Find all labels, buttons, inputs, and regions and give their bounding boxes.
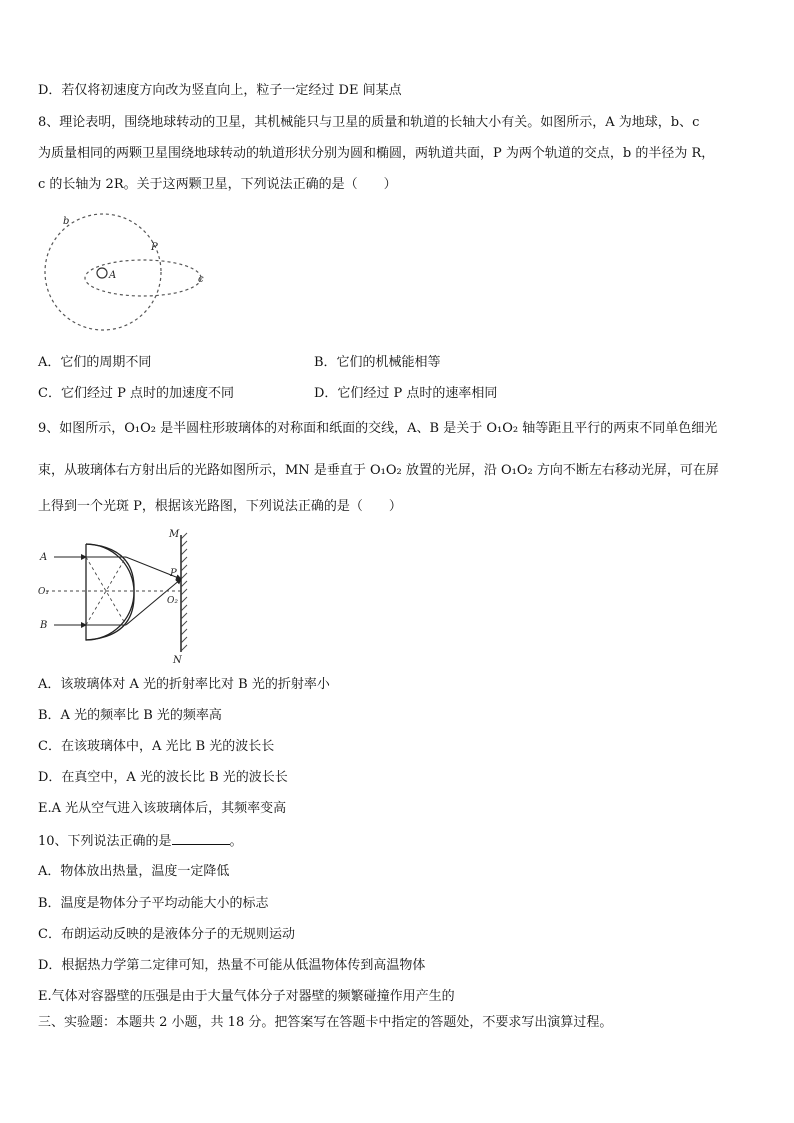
q8-stem-line-1: 8、理论表明，围绕地球转动的卫星，其机械能只与卫星的质量和轨道的长轴大小有关。如图所示，A 为地球，b、c xyxy=(38,115,700,130)
q8-stem-line-2: 为质量相同的两颗卫星围绕地球转动的轨道形状分别为圆和椭圆，两轨道共面，P 为两个轨道的交点，b 的半径为 R， xyxy=(38,146,715,161)
q7-option-d: D．若仅将初速度方向改为竖直向上，粒子一定经过 DE 间某点 xyxy=(38,83,402,98)
q10-option-b: B．温度是物体分子平均动能大小的标志 xyxy=(38,896,269,911)
orbit-b-circle xyxy=(45,214,161,330)
q9-stem-line-2: 束，从玻璃体右方射出后的光路如图所示，MN 是垂直于 O₁O₂ 放置的光屏，沿 O₁O₂ 方向不断左右移动光屏，可在屏 xyxy=(38,463,719,478)
label-m: M xyxy=(169,529,180,540)
optics-diagram xyxy=(36,527,196,667)
label-n: N xyxy=(173,655,182,666)
q10-option-d: D．根据热力学第二定律可知，热量不可能从低温物体传到高温物体 xyxy=(38,958,426,973)
q8-stem-line-3: c 的长轴为 2R。关于这两颗卫星，下列说法正确的是（ ） xyxy=(38,177,397,192)
q9-stem-line-3: 上得到一个光斑 P，根据该光路图，下列说法正确的是（ ） xyxy=(38,499,402,514)
q10-option-e: E.气体对容器壁的压强是由于大量气体分子对器壁的频繁碰撞作用产生的 xyxy=(38,989,455,1004)
label-a: A xyxy=(40,552,48,563)
q10-option-a: A．物体放出热量，温度一定降低 xyxy=(38,864,230,879)
label-b: B xyxy=(40,620,48,631)
q10-stem-text: 10、下列说法正确的是 xyxy=(38,834,172,849)
q9-option-c: C．在该玻璃体中，A 光比 B 光的波长长 xyxy=(38,739,275,754)
q9-option-a: A．该玻璃体对 A 光的折射率比对 B 光的折射率小 xyxy=(38,677,330,692)
half-cylinder-glass xyxy=(86,544,134,640)
q9-option-b: B．A 光的频率比 B 光的频率高 xyxy=(38,708,222,723)
q8-option-a: A．它们的周期不同 xyxy=(38,355,152,370)
earth-icon xyxy=(97,268,107,278)
q10-stem-end: 。 xyxy=(229,834,243,849)
answer-blank xyxy=(172,832,230,845)
label-a: A xyxy=(109,270,117,281)
orbit-diagram xyxy=(38,208,228,338)
q8-option-d: D．它们经过 P 点时的速率相同 xyxy=(314,386,498,401)
q9-option-d: D．在真空中，A 光的波长比 B 光的波长长 xyxy=(38,770,288,785)
section-3-heading: 三、实验题：本题共 2 小题，共 18 分。把答案写在答题卡中指定的答题处，不要求写出演算过程。 xyxy=(38,1015,613,1030)
q8-option-b: B．它们的机械能相等 xyxy=(314,355,441,370)
label-c: c xyxy=(198,274,204,285)
label-p: P xyxy=(170,568,177,579)
q10-stem xyxy=(38,832,243,851)
q9-stem-line-1: 9、如图所示，O₁O₂ 是半圆柱形玻璃体的对称面和纸面的交线，A、B 是关于 O₁O₂ 轴等距且平行的两束不同单色细光 xyxy=(38,421,718,436)
q10-option-c: C．布朗运动反映的是液体分子的无规则运动 xyxy=(38,927,295,942)
label-o1: O₁ xyxy=(38,587,49,597)
label-p: P xyxy=(151,242,158,253)
label-o2: O₂ xyxy=(167,596,178,606)
label-b: b xyxy=(63,216,70,227)
q8-option-c: C．它们经过 P 点时的加速度不同 xyxy=(38,386,234,401)
q9-option-e: E.A 光从空气进入该玻璃体后，其频率变高 xyxy=(38,801,287,816)
glass-curved-face xyxy=(86,544,134,640)
